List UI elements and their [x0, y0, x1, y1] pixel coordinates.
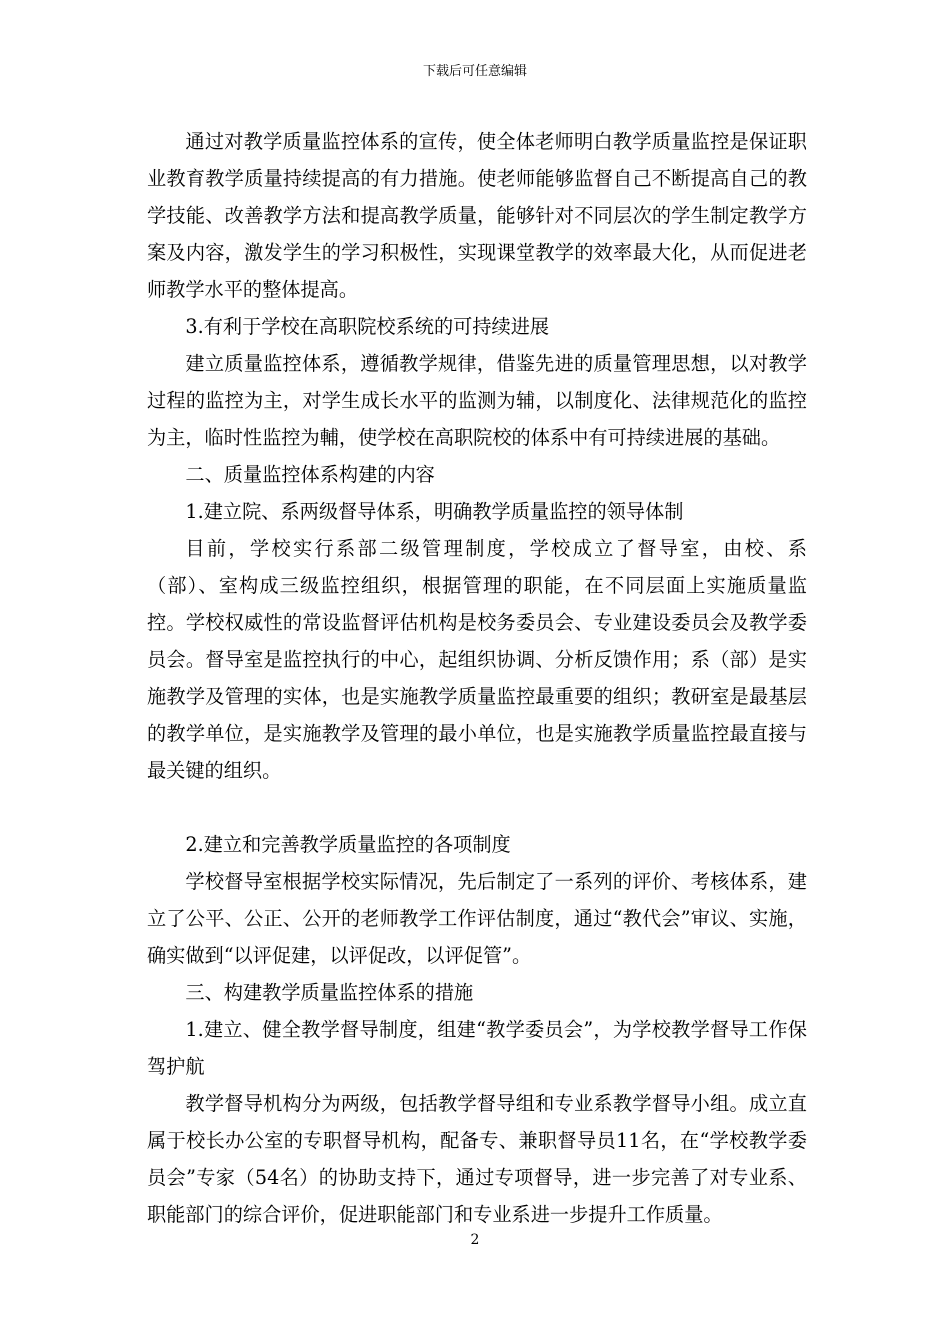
- section-heading: 1.建立、健全教学督导制度，组建“教学委员会”，为学校教学督导工作保驾护航: [147, 1018, 807, 1078]
- paragraph: 学校督导室根据学校实际情况，先后制定了一系列的评价、考核体系，建立了公平、公正、公开的老师教学工作评估制度，通过“教代会”审议、实施，确实做到“以评促建，以评促改，以评促管”。: [147, 870, 807, 967]
- paragraph: 通过对教学质量监控体系的宣传，使全体老师明白教学质量监控是保证职业教育教学质量持续提高的有力措施。使老师能够监督自己不断提高自己的教学技能、改善教学方法和提高教学质量，能够针对不同层次的学生制定教学方案及内容，激发学生的学习积极性，实现课堂教学的效率最大化，从而促进老师教学水平的整体提高。: [147, 130, 807, 301]
- section-heading: 2.建立和完善教学质量监控的各项制度: [185, 833, 511, 856]
- page-header: 下载后可任意编辑: [422, 64, 527, 79]
- section-heading: 二、质量监控体系构建的内容: [185, 463, 435, 486]
- page-number: 2: [470, 1232, 480, 1248]
- section-heading: 3.有利于学校在高职院校系统的可持续进展: [185, 315, 550, 338]
- paragraph: 目前，学校实行系部二级管理制度，学校成立了督导室，由校、系（部）、室构成三级监控组织，根据管理的职能，在不同层面上实施质量监控。学校权威性的常设监督评估机构是校务委员会、专业建设委员会及教学委员会。督导室是监控执行的中心，起组织协调、分析反馈作用；系（部）是实施教学及管理的实体，也是实施教学质量监控最重要的组织；教研室是最基层的教学单位，是实施教学及管理的最小单位，也是实施教学质量监控最直接与最关键的组织。: [147, 537, 807, 782]
- document-body: [147, 123, 807, 1233]
- blank-line: [147, 789, 807, 826]
- section-heading: 1.建立院、系两级督导体系，明确教学质量监控的领导体制: [185, 500, 684, 523]
- section-heading: 三、构建教学质量监控体系的措施: [185, 981, 474, 1004]
- paragraph: 教学督导机构分为两级，包括教学督导组和专业系教学督导小组。成立直属于校长办公室的专职督导机构，配备专、兼职督导员11名，在“学校教学委员会”专家（54名）的协助支持下，通过专项督导，进一步完善了对专业系、职能部门的综合评价，促进职能部门和专业系进一步提升工作质量。: [147, 1092, 807, 1226]
- paragraph: 建立质量监控体系，遵循教学规律，借鉴先进的质量管理思想，以对教学过程的监控为主，对学生成长水平的监测为辅，以制度化、法律规范化的监控为主，临时性监控为輔，使学校在高职院校的体系中有可持续进展的基础。: [147, 352, 807, 449]
